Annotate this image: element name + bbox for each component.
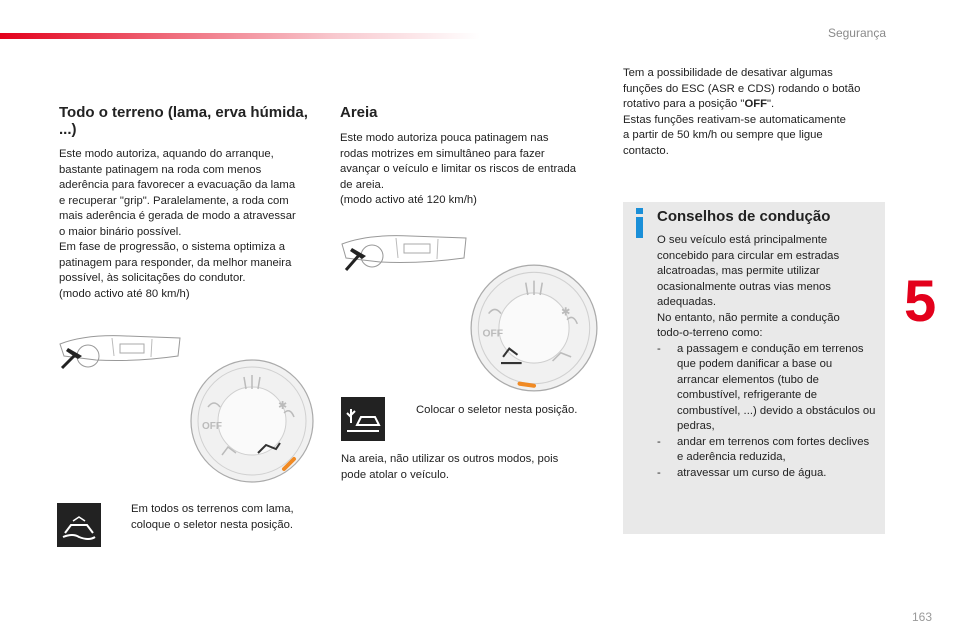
svg-text:✱: ✱ <box>278 399 288 412</box>
mud-title: Todo o terreno (lama, erva húmida, ...) <box>59 104 308 138</box>
header-accent-bar <box>0 33 480 39</box>
sand-title: Areia <box>340 104 378 121</box>
list-item: - andar em terrenos com fortes declives e aderência reduzida, <box>657 435 870 463</box>
sand-bullet-text: Colocar o seletor nesta posição. <box>416 404 578 416</box>
esc-intro <box>623 66 889 159</box>
esc-section <box>623 66 889 159</box>
list-item: - a passagem e condução em terrenos que podem danificar a base ou arrancar elementos (tubo de combustível, refrigerante de combustível, ...) devido a obstáculos ou pedras, <box>657 342 876 432</box>
list-item: - atravessar um curso de água. <box>657 466 827 479</box>
sand-note: Na areia, não utilizar os outros modos, pois pode atolar o veículo. <box>341 453 559 481</box>
advice-text: O seu veículo está principalmente concebido para circular em estradas alcatroadas, mas permite utilizar ocasionalmente outras vias menos adequadas. No entanto, não permite a condução todo-o-terreno como: <box>657 234 840 339</box>
mud-bullet-text: Em todos os terrenos com lama, coloque o seletor nesta posição. <box>131 503 294 531</box>
sand-body: Este modo autoriza pouca patinagem nas rodas motrizes em simultâneo para fazer avançar o veículo e limitar os riscos de entrada de areia. (modo activo até 120 km/h) <box>340 132 577 206</box>
section-label: Segurança <box>827 26 886 40</box>
chapter-number: 5 <box>904 269 937 334</box>
dial-off-label: OFF <box>202 421 222 432</box>
info-icon <box>633 208 647 238</box>
esc-intro-a: Tem a possibilidade de desativar algumas funções do ESC (ASR e CDS) rodando o botão rotativo para a posição " <box>623 67 861 110</box>
sand-mode-icon <box>341 397 385 441</box>
dial-off-label: OFF <box>482 328 504 340</box>
mud-bullet <box>117 502 327 533</box>
bullet-square-icon <box>402 403 416 419</box>
mode-selector-dial <box>188 357 316 485</box>
bullet-square-icon <box>117 502 131 533</box>
sand-bullet <box>402 403 612 419</box>
advice-title: Conselhos de condução <box>657 208 831 225</box>
mode-selector-dial-2 <box>468 262 600 394</box>
driving-advice-box <box>623 202 885 534</box>
svg-text:✱: ✱ <box>560 304 571 319</box>
dashboard-illustration-2 <box>338 228 470 276</box>
mud-mode-icon <box>57 503 101 547</box>
esc-intro-off: OFF <box>744 98 768 110</box>
esc-intro-b: ". Estas funções reativam-se automaticamente a partir de 50 km/h ou sempre que ligue contacto. <box>623 98 846 157</box>
page-number: 163 <box>911 610 932 624</box>
dashboard-illustration <box>56 326 184 374</box>
advice-body <box>657 233 877 481</box>
mud-body: Este modo autoriza, aquando do arranque, bastante patinagem na roda com menos aderência para favorecer a evacuação da lama e recuperar "grip". Paralelamente, a roda com mais aderência é gerada de modo a atravessar o maior binário possível. Em fase de progressão, o sistema optimiza a patinagem para responder, da melhor maneira possível, às solicitações do condutor. (modo activo até 80 km/h) <box>59 148 296 300</box>
sand-section <box>340 104 602 209</box>
mud-section <box>59 104 321 302</box>
advice-list <box>657 342 877 482</box>
